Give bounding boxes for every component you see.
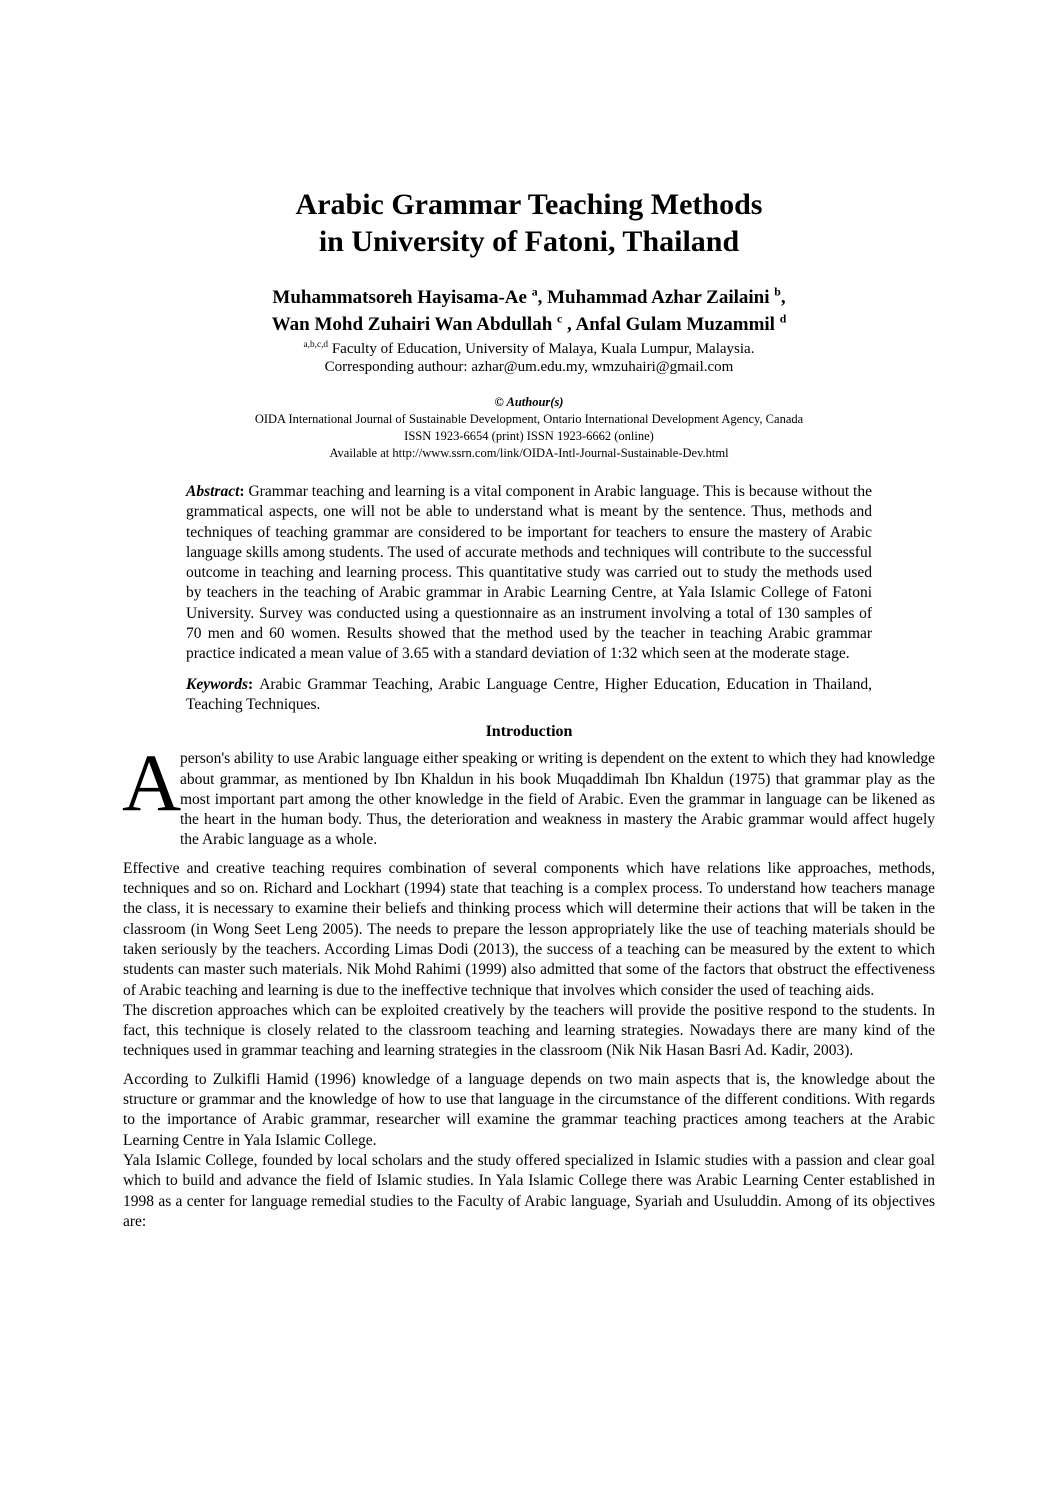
publication-block: [0, 394, 1058, 462]
affiliation-superscript: a,b,c,d: [303, 340, 329, 350]
availability-url: Available at http://www.ssrn.com/link/OIDA-Intl-Journal-Sustainable-Dev.html: [329, 446, 729, 460]
body-paragraph-5: Yala Islamic College, founded by local scholars and the study offered specialized in Islamic studies with a passion and clear goal which to build and advance the field of Islamic studies. In Yala Islamic College there was Arabic Learning Center established in 1998 as a center for language remedial studies to the Faculty of Arabic language, Syariah and Usuluddin. Among of its objectives are:: [123, 1151, 935, 1230]
authors-block: [0, 284, 1058, 338]
author-3: Wan Mohd Zuhairi Wan Abdullah: [271, 314, 558, 335]
issn-line: ISSN 1923-6654 (print) ISSN 1923-6662 (online): [404, 429, 654, 443]
author-4-superscript: d: [779, 312, 787, 326]
affiliation: $^{a,b,c,d}$ Faculty of Education, University of Malaya, Kuala Lumpur, Malaysia.: [303, 340, 755, 357]
body-paragraph-4: According to Zulkifli Hamid (1996) knowledge of a language depends on two main aspects that is, the knowledge about the structure or grammar and the knowledge of how to use that language in the circumstance of the different conditions. With regards to the importance of Arabic grammar, researcher will examine the grammar teaching practices among teachers at the Arabic Learning Centre in Yala Islamic College.: [123, 1070, 935, 1149]
page-title: [0, 186, 1058, 260]
title-line-2: in University of Fatoni, Thailand: [318, 225, 740, 258]
abstract: Abstract: Grammar teaching and learning is a vital component in Arabic language. This is because without the grammatical aspects, one will not be able to understand what is meant by the sentence. Thus, methods and techniques of teaching grammar are considered to be important for teachers to ensure the mastery of Arabic language skills among students. The used of accurate methods and techniques will contribute to the successful outcome in teaching and learning process. This quantitative study was carried out to study the methods used by teachers in the teaching of Arabic grammar in Arabic Learning Centre, at Yala Islamic College of Fatoni University. Survey was conducted using a questionnaire as an instrument involving a total of 130 samples of 70 men and 60 women. Results showed that the method used by the teacher in teaching Arabic grammar practice indicated a mean value of 3.65 with a standard deviation of 1:32 which seen at the moderate stage.: [186, 483, 872, 663]
author-4: Anfal Gulam Muzammil: [575, 314, 780, 335]
intro-paragraph: [122, 737, 935, 850]
affiliation-block: [0, 340, 1058, 376]
corresponding-author: Corresponding authour: azhar@um.edu.my, wmzuhairi@gmail.com: [324, 359, 734, 375]
intro-paragraph-text: person's ability to use Arabic language either speaking or writing is dependent on the extent to which they had knowledge about grammar, as mentioned by Ibn Khaldun in his book Muqaddimah Ibn Khaldun (1975) that grammar play as the most important part among the other knowledge in the field of Arabic. Even the grammar in language can be likened as the heart in the human body. Thus, the deterioration and weakness in mastery the Arabic grammar would affect hugely the Arabic language as a whole.: [180, 750, 935, 849]
copyright-notice: © Authour(s): [494, 395, 564, 409]
section-heading-introduction: Introduction: [485, 723, 573, 741]
authors-line-2: Wan Mohd Zuhairi Wan Abdullah $^c$ , Anfal Gulam Muzammil $^d$: [271, 312, 787, 335]
keywords: Keywords: Arabic Grammar Teaching, Arabic Language Centre, Higher Education, Education in Thailand, Teaching Techniques.: [186, 675, 873, 713]
author-2-superscript: b: [774, 285, 781, 299]
author-1-superscript: a: [531, 285, 538, 299]
keywords-label: Keywords: [186, 675, 248, 693]
authors-line-1: Muhammatsoreh Hayisama-Ae $^a$, Muhammad Azhar Zailaini $^b$,: [272, 285, 786, 308]
journal-name: OIDA International Journal of Sustainable Development, Ontario International Development Agency, Canada: [254, 412, 804, 426]
author-1: Muhammatsoreh Hayisama-Ae: [272, 287, 532, 308]
title-line-1: Arabic Grammar Teaching Methods: [295, 188, 763, 221]
body-paragraph-2: Effective and creative teaching requires combination of several components which have relations like approaches, methods, techniques and so on. Richard and Lockhart (1994) state that teaching is a complex process. To understand how teachers manage the class, it is necessary to examine their beliefs and thinking process which will determine their actions that will be taken in the classroom (in Wong Seet Leng 2005). The needs to prepare the lesson appropriately like the use of teaching materials should be taken seriously by the teachers. According Limas Dodi (2013), the success of a teaching can be measured by the extent to which students can master such materials. Nik Mohd Rahimi (1999) also admitted that some of the factors that obstruct the effectiveness of Arabic teaching and learning is due to the ineffective technique that involves which consider the used of teaching aids.: [123, 859, 935, 999]
author-3-superscript: c: [557, 312, 563, 326]
abstract-text: Grammar teaching and learning is a vital component in Arabic language. This is because without the grammatical aspects, one will not be able to understand what is meant by the sentence. Thus, methods and techniques of teaching grammar are considered to be important for teachers to ensure the mastery of Arabic language skills among students. The used of accurate methods and techniques will contribute to the successful outcome in teaching and learning process. This quantitative study was carried out to study the methods used by teachers in the teaching of Arabic grammar in Arabic Learning Centre, at Yala Islamic College of Fatoni University. Survey was conducted using a questionnaire as an instrument involving a total of 130 samples of 70 men and 60 women. Results showed that the method used by the teacher in teaching Arabic grammar practice indicated a mean value of 3.65 with a standard deviation of 1:32 which seen at the moderate stage.: [186, 483, 872, 663]
body-paragraph-3: The discretion approaches which can be exploited creatively by the teachers will provide the positive respond to the students. In fact, this technique is closely related to the classroom teaching and learning strategies. Nowadays there are many kind of the techniques used in grammar teaching and learning strategies in the classroom (Nik Nik Hasan Basri Ad. Kadir, 2003).: [123, 1001, 935, 1060]
keywords-text: Arabic Grammar Teaching, Arabic Language Centre, Higher Education, Education in Thailand, Teaching Techniques.: [186, 675, 873, 713]
author-2: Muhammad Azhar Zailaini: [547, 287, 775, 308]
drop-cap-letter: A: [122, 737, 182, 829]
abstract-label: Abstract: [186, 483, 240, 500]
